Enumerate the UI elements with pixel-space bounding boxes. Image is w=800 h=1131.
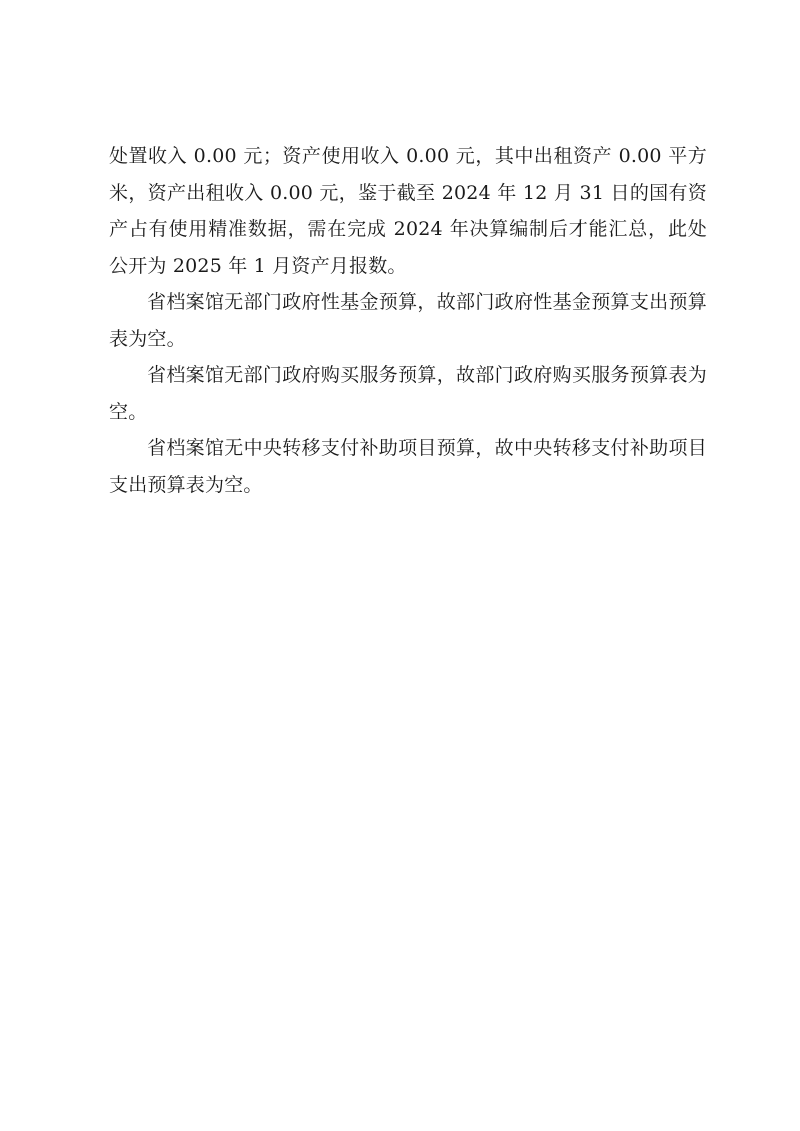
document-body (109, 138, 707, 503)
paragraph-asset-income: 处置收入 0.00 元；资产使用收入 0.00 元，其中出租资产 0.00 平方米，资产出租收入 0.00 元，鉴于截至 2024 年 12 月 31 日的国有资产占有使用精准数据，需在完成 2024 年决算编制后才能汇总，此处公开为 2025 年 1 月资产月报数。 (109, 145, 707, 277)
paragraph-central-transfer-budget: 省档案馆无中央转移支付补助项目预算，故中央转移支付补助项目支出预算表为空。 (109, 437, 707, 496)
paragraph-procurement-services-budget: 省档案馆无部门政府购买服务预算，故部门政府购买服务预算表为空。 (109, 364, 707, 423)
paragraph-government-fund-budget: 省档案馆无部门政府性基金预算，故部门政府性基金预算支出预算表为空。 (109, 291, 707, 350)
